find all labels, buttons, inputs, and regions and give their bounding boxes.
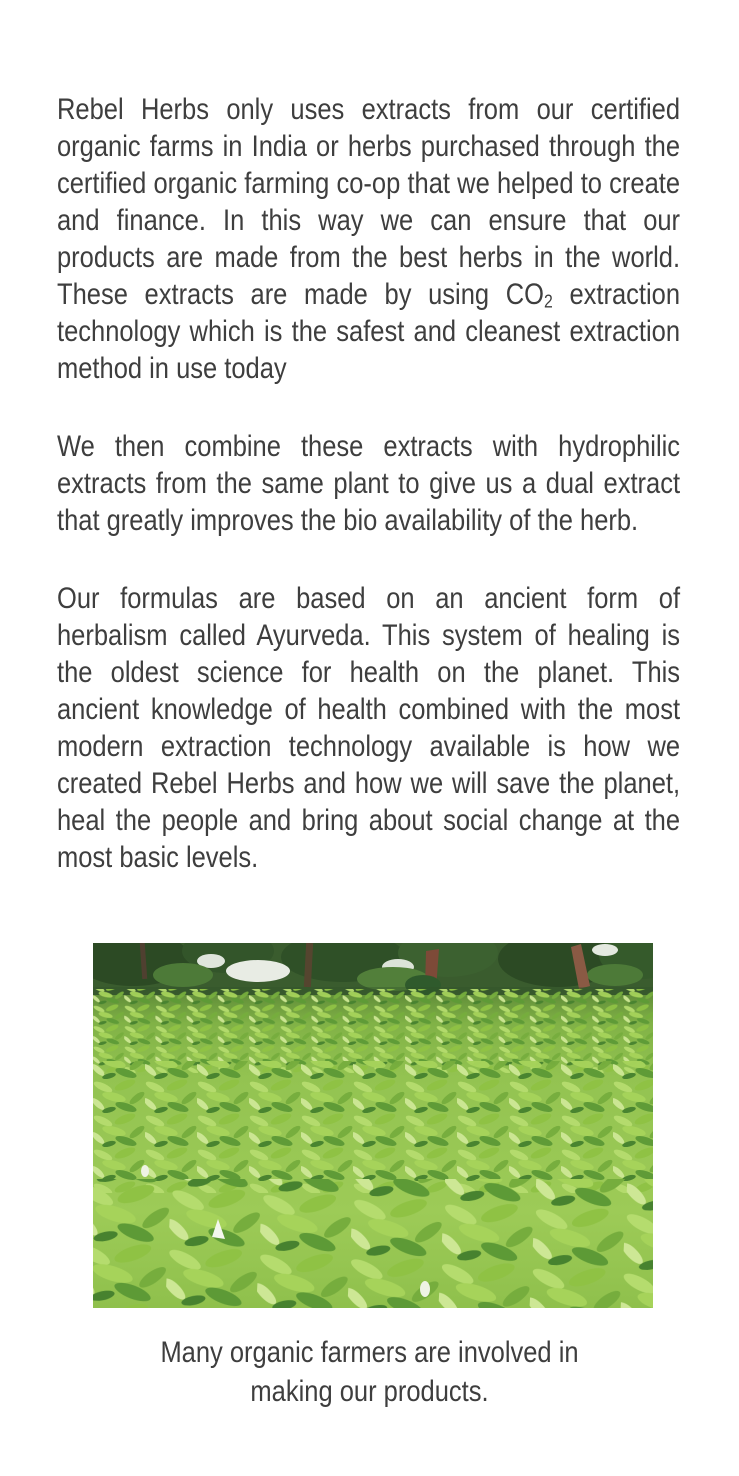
photo-caption-line1: Many organic farmers are involved in (160, 1336, 579, 1369)
paragraph-ayurveda: Our formulas are based on an ancient form of herbalism called Ayurveda. This system of healing is the oldest science for health on the planet. This ancient knowledge of health combined with the most modern extraction technology available is how we created Rebel Herbs and how we will save the planet, heal the people and bring about social change at the most basic levels. (57, 582, 681, 874)
paragraph-extraction-text: Rebel Herbs only uses extracts from our certified organic farms in India or herbs purchased through the certified organic farming co-op that we helped to create and finance. In this way we can ensure that our products are made from the best herbs in the world. These extracts are made by using CO (57, 93, 681, 311)
farm-field-photo (93, 943, 653, 1308)
farm-field-photo-illustration (93, 943, 653, 1308)
paragraph-dual-extract: We then combine these extracts with hydrophilic extracts from the same plant to give us a dual extract that greatly improves the bio availability of the herb. (57, 430, 681, 537)
paragraph-extraction-text-after: extraction technology which is the safest and cleanest extraction method in use today (57, 278, 681, 385)
paragraph-extraction (57, 91, 680, 387)
co2-subscript: 2 (544, 290, 553, 312)
photo-caption-line2: making our products. (250, 1375, 489, 1408)
photo-caption (55, 1333, 683, 1411)
body-text (57, 91, 680, 876)
